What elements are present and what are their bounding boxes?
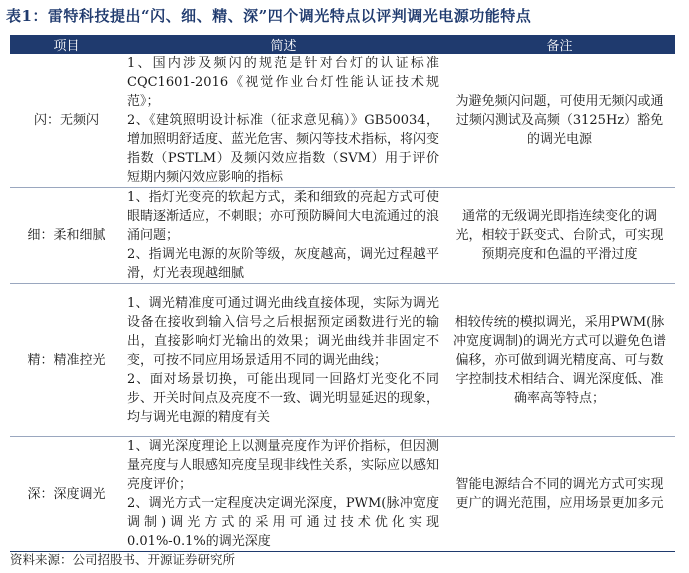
header-item: 项目 [10, 35, 123, 54]
desc-paragraph: 2、指调光电源的灰阶等级，灰度越高，调光过程越平滑，灯光表现越细腻 [127, 247, 439, 281]
row-note: 相较传统的模拟调光，采用PWM(脉冲宽度调制)的调光方式可以避免色谱偏移，亦可做到调光精度高、可与数字控制技术相结合、调光深度低、准确率高等特点； [444, 284, 675, 437]
row-item: 精：精准控光 [10, 284, 123, 437]
desc-paragraph: 1、调光精准度可通过调光曲线直接体现，实际为调光设备在接收到输入信号之后根据预定函数进行光的输出，直接影响灯光输出的效果；调光曲线并非固定不变，可按不同应用场景适用不同的调光曲线； [127, 295, 439, 368]
row-item: 细：柔和细腻 [10, 188, 123, 284]
source-note: 资料来源：公司招股书、开源证券研究所 [10, 552, 236, 567]
header-row [10, 35, 675, 54]
row-desc [123, 188, 444, 284]
desc-paragraph: 1、指灯光变亮的软起方式，柔和细致的亮起方式可使眼睛逐渐适应，不刺眼；亦可预防瞬间大电流通过的浪涌问题； [127, 190, 440, 243]
desc-paragraph: 2、面对场景切换，可能出现同一回路灯光变化不同步、开关时间点及亮度不一致、调光明显延迟的现象，均与调光电源的精度有关 [127, 371, 440, 425]
header-desc: 简述 [123, 35, 444, 54]
table-row [10, 284, 675, 437]
table-row [10, 54, 675, 188]
desc-paragraph: 1、调光深度理论上以测量亮度作为评价指标，但因测量亮度与人眼感知亮度呈现非线性关系，实际应以感知亮度评价； [127, 439, 440, 492]
row-item: 深：深度调光 [10, 437, 123, 552]
desc-paragraph: 2、《建筑照明设计标准（征求意见稿）》GB50034，增加照明舒适度、蓝光危害、频闪等技术指标，将闪变指数（PSTLM）及频闪效应指数（SVM）用于评价短期内频闪效应影响的指标 [127, 113, 440, 185]
desc-paragraph: 1、国内涉及频闪的规范是针对台灯的认证标准CQC1601-2016《视觉作业台灯性能认证技术规范》； [127, 56, 439, 109]
table-row [10, 188, 675, 284]
desc-paragraph: 2、调光方式一定程度决定调光深度，PWM(脉冲宽度调制)调光方式的采用可通过技术优化实现0.01%-0.1%的调光深度 [127, 496, 439, 549]
table-title: 表1：雷特科技提出“闪、细、精、深”四个调光特点以评判调光电源功能特点 [6, 7, 532, 25]
table-row [10, 437, 675, 552]
row-item: 闪：无频闪 [10, 54, 123, 188]
row-note: 为避免频闪问题，可使用无频闪或通过频闪测试及高频（3125Hz）豁免的调光电源 [444, 54, 675, 188]
row-note: 通常的无级调光即指连续变化的调光，相较于跃变式、台阶式，可实现预期亮度和色温的平滑过度 [444, 188, 675, 284]
header-note: 备注 [444, 35, 675, 54]
row-desc [123, 54, 444, 188]
dimming-features-table [10, 35, 675, 552]
row-desc [123, 437, 444, 552]
row-note: 智能电源结合不同的调光方式可实现更广的调光范围，应用场景更加多元 [444, 437, 675, 552]
row-desc [123, 284, 444, 437]
